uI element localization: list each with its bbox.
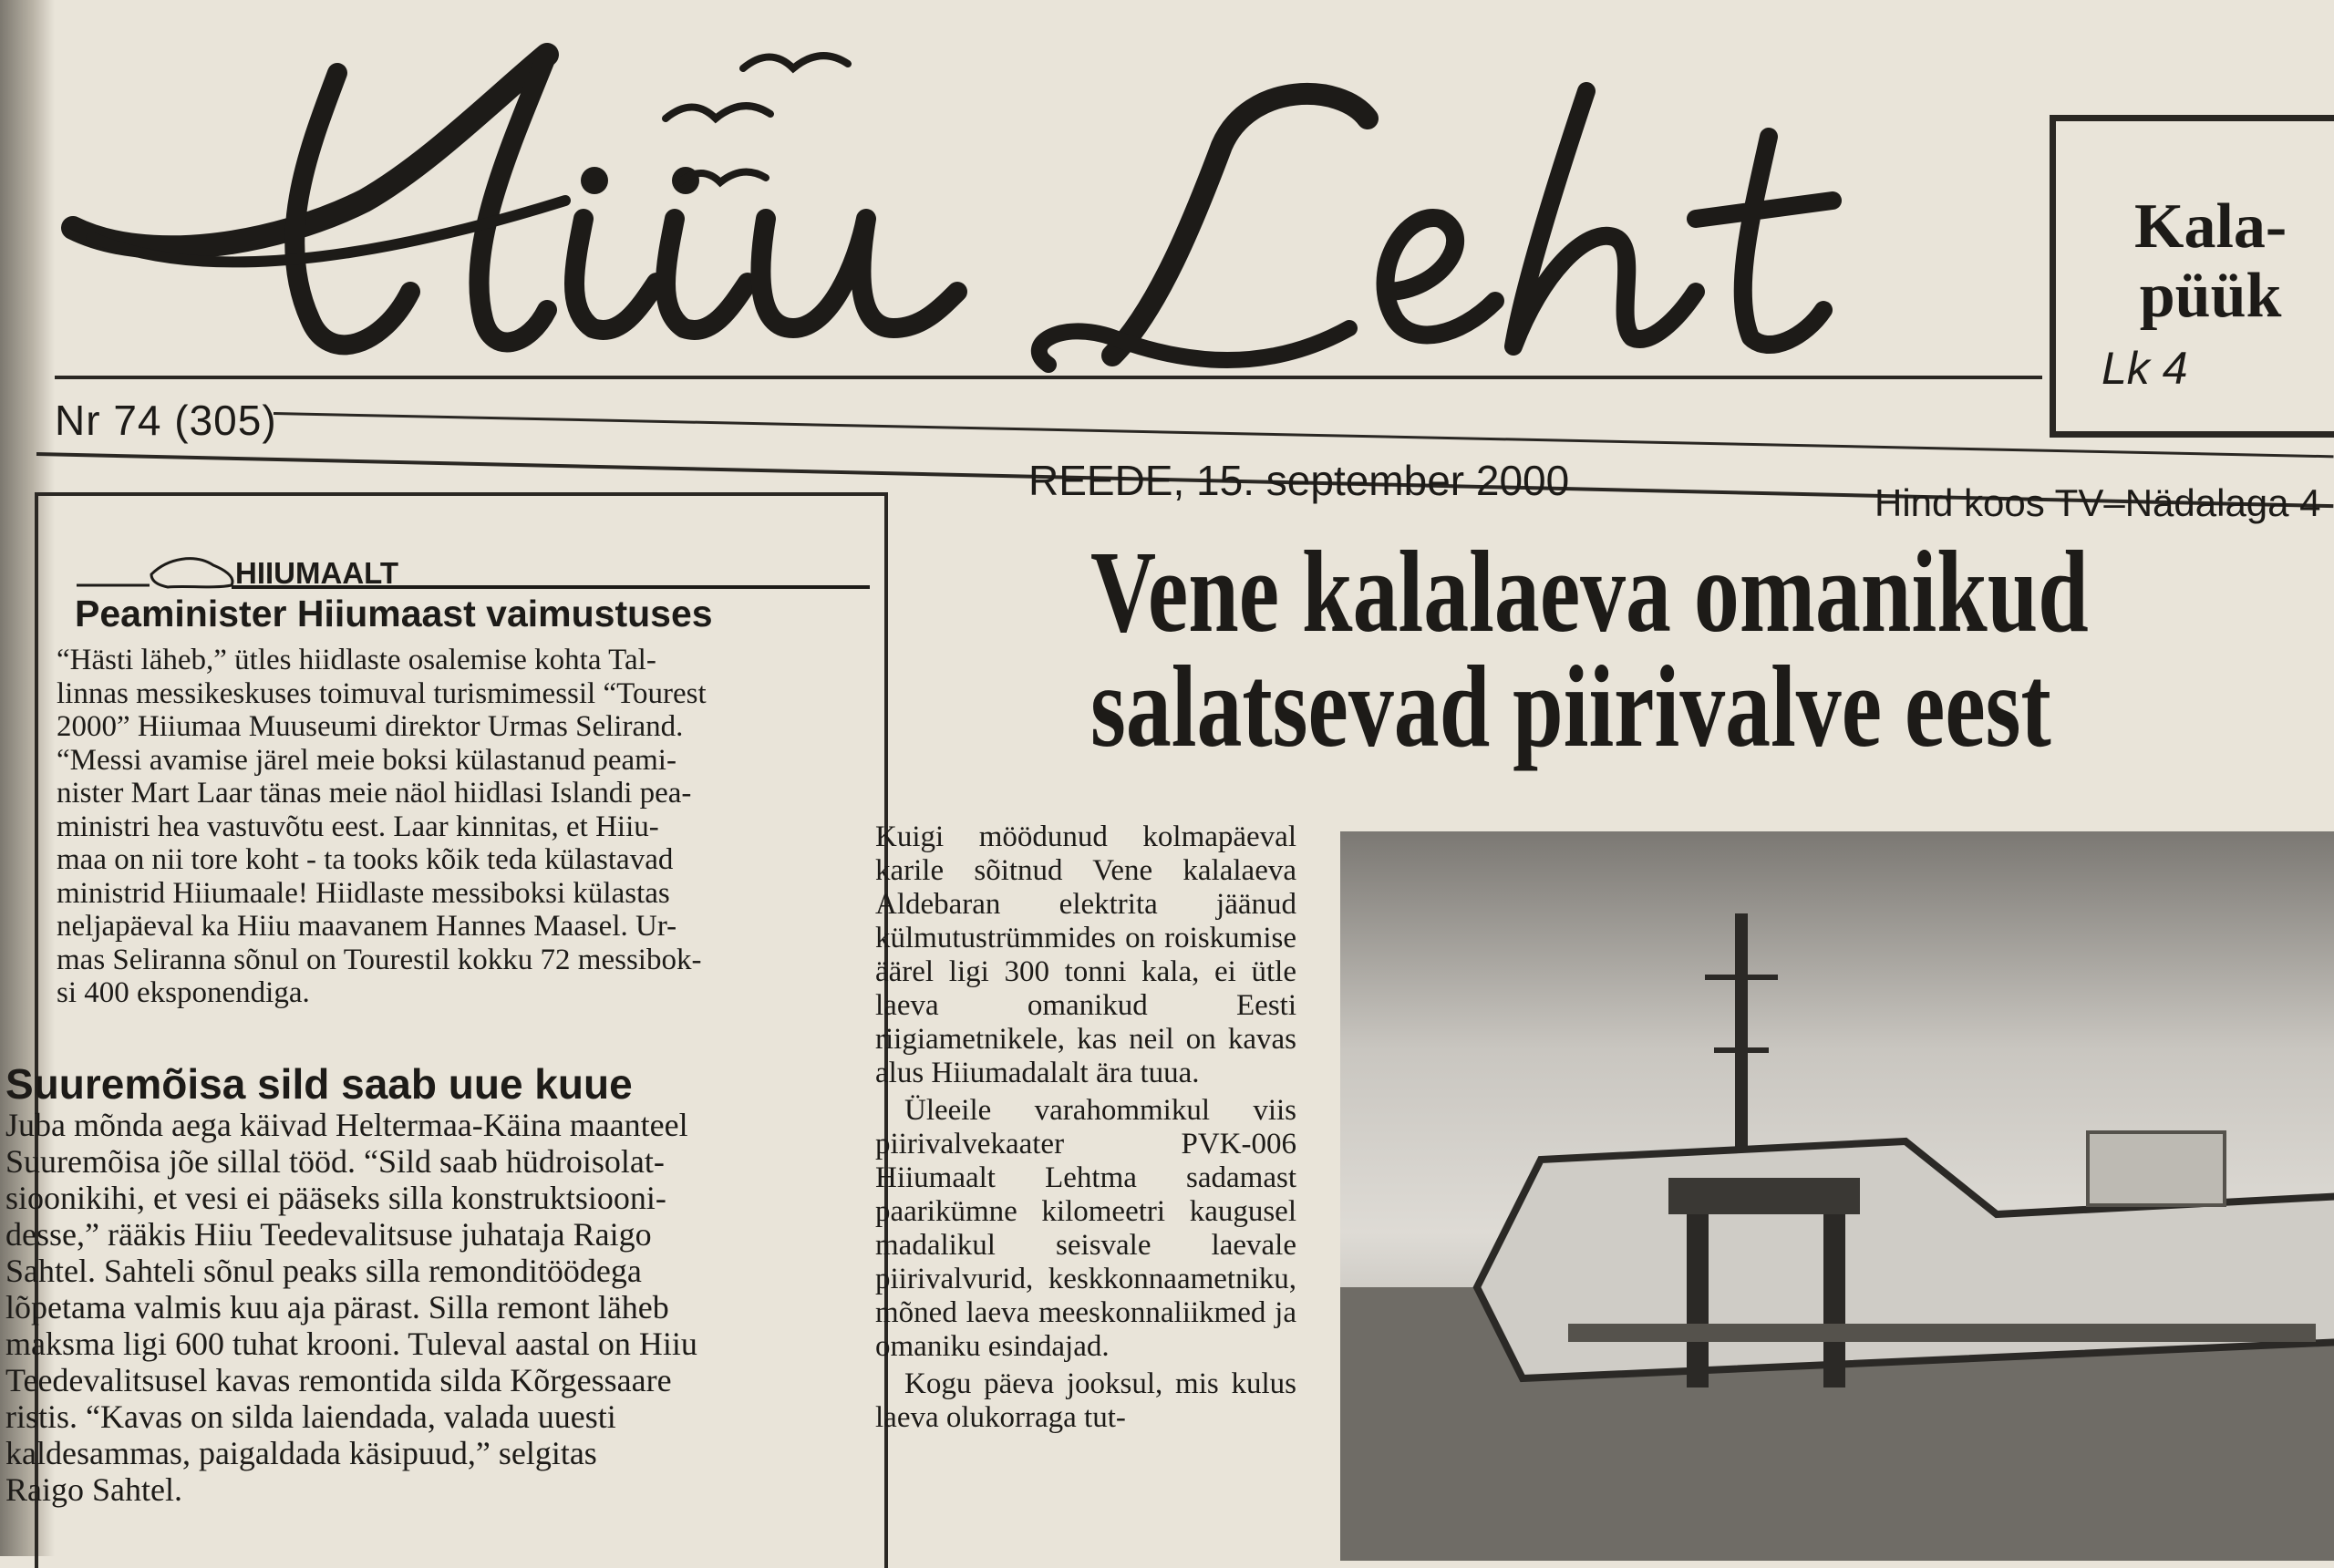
news-briefs-box [5, 492, 888, 1568]
lead-body [875, 820, 1296, 1439]
story1-line: si 400 eksponendiga. [57, 976, 310, 1009]
story2-line: Raigo Sahtel. [5, 1471, 182, 1508]
teaser-title [2134, 192, 2287, 331]
story2-line: Sahtel. Sahteli sõnul peaks silla remonditöödega [5, 1253, 642, 1289]
issue-date: REEDE, 15. september 2000 [1028, 457, 1570, 504]
story1-line: linnas messikeskuses toimuval turismimessil “Tourest [57, 676, 707, 710]
masthead-rule-mid [274, 412, 2334, 458]
story2-body [5, 1107, 868, 1508]
story2-line: desse,” rääkis Hiiu Teedevalitsuse juhataja Raigo [5, 1216, 652, 1253]
story2-line: Juba mõnda aega käivad Heltermaa-Käina maanteel [5, 1107, 688, 1143]
story2-line: sioonikihi, et vesi ei pääseks silla konstruktsiooni- [5, 1180, 666, 1216]
story1-line: nister Mart Laar tänas meie näol hiidlasi Islandi pea- [57, 777, 692, 810]
section-label: HIIUMAALT [235, 556, 399, 590]
teaser-page-ref: Lk 4 [2102, 343, 2188, 394]
teaser-box [2050, 115, 2334, 438]
story1-line: 2000” Hiiumaa Muuseumi direktor Urmas Selirand. [57, 710, 684, 743]
lead-paragraph: Üleeile varahommikul viis piirivalvekaater PVK-006 Hiiumaalt Lehtma sadamast paarikümne kilomeetri kaugusel madalikul seisvale laevale piirivalvurid, keskkonnaametniku, mõned laeva meeskonnaliikmed ja omaniku esindajad. [875, 1094, 1296, 1363]
story2-line: kaldesammas, paigaldada käsipuud,” selgitas [5, 1435, 597, 1471]
teaser-title-line2: püük [2139, 261, 2282, 331]
gulls-icon [666, 56, 848, 182]
story1-line: neljapäeval ka Hiiu maavanem Hannes Maasel. Ur- [57, 910, 677, 943]
story1-line: “Hästi läheb,” ütles hiidlaste osalemise kohta Tal- [57, 644, 656, 676]
ship-photo [1340, 831, 2334, 1561]
story1-line: maa on nii tore koht - ta tooks kõik teda külastavad [57, 843, 674, 876]
story2-line: Teedevalitsusel kavas remontida silda Kõrgessaare [5, 1362, 672, 1398]
ship-silhouette [1340, 831, 2334, 1561]
story2-line: Suuremõisa jõe sillal tööd. “Sild saab hüdroisolat- [5, 1143, 665, 1180]
story1-line: ministri hea vastuvõtu eest. Laar kinnitas, et Hiiu- [57, 810, 659, 843]
story1-line: ministrid Hiiumaale! Hiidlaste messiboksi külastas [57, 876, 670, 910]
teaser-title-line1: Kala- [2134, 191, 2288, 262]
story1-headline: Peaminister Hiiumaast vaimustuses [75, 593, 713, 634]
lead-paragraph: Kuigi möödunud kolmapäeval karile sõitnud Vene kalalaeva Aldebaran elektrita jäänud külmutustrümmides on roiskumise äärel ligi 300 tonni kala, ei ütle laeva omanikud Eesti riigiametnikele, kas neil on kavas alus Hiiumadalalt ära tuua. [875, 820, 1296, 1089]
issue-number: Nr 74 (305) [55, 397, 277, 444]
story1-body [57, 644, 868, 1010]
hiiumaa-island-icon [77, 549, 870, 591]
lead-headline-line2: salatsevad piirivalve eest [1090, 642, 2051, 771]
lead-paragraph: Kogu päeva jooksul, mis kulus laeva olukorraga tut- [875, 1367, 1296, 1434]
story1-line: “Messi avamise järel meie boksi külastanud peami- [57, 743, 676, 777]
masthead-title: Hiiu Leht [36, 18, 40, 19]
story2-line: maksma ligi 600 tuhat krooni. Tuleval aastal on Hiiu [5, 1326, 697, 1362]
lead-headline [1090, 527, 2089, 771]
story2-line: lõpetama valmis kuu aja pärast. Silla remont läheb [5, 1289, 669, 1326]
story2-headline: Suuremõisa sild saab uue kuue [5, 1060, 633, 1108]
story1-line: mas Seliranna sõnul on Tourestil kokku 72 messibok- [57, 943, 702, 976]
masthead-logo [36, 18, 2079, 401]
masthead-rule-top [55, 376, 2042, 379]
logo-dot-1 [581, 167, 608, 194]
lead-headline-line1: Vene kalalaeva omanikud [1090, 527, 2089, 656]
story2-line: ristis. “Kavas on silda laiendada, valada uuesti [5, 1398, 616, 1435]
issue-price: Hind koos TV–Nädalaga 4 [1874, 481, 2321, 524]
